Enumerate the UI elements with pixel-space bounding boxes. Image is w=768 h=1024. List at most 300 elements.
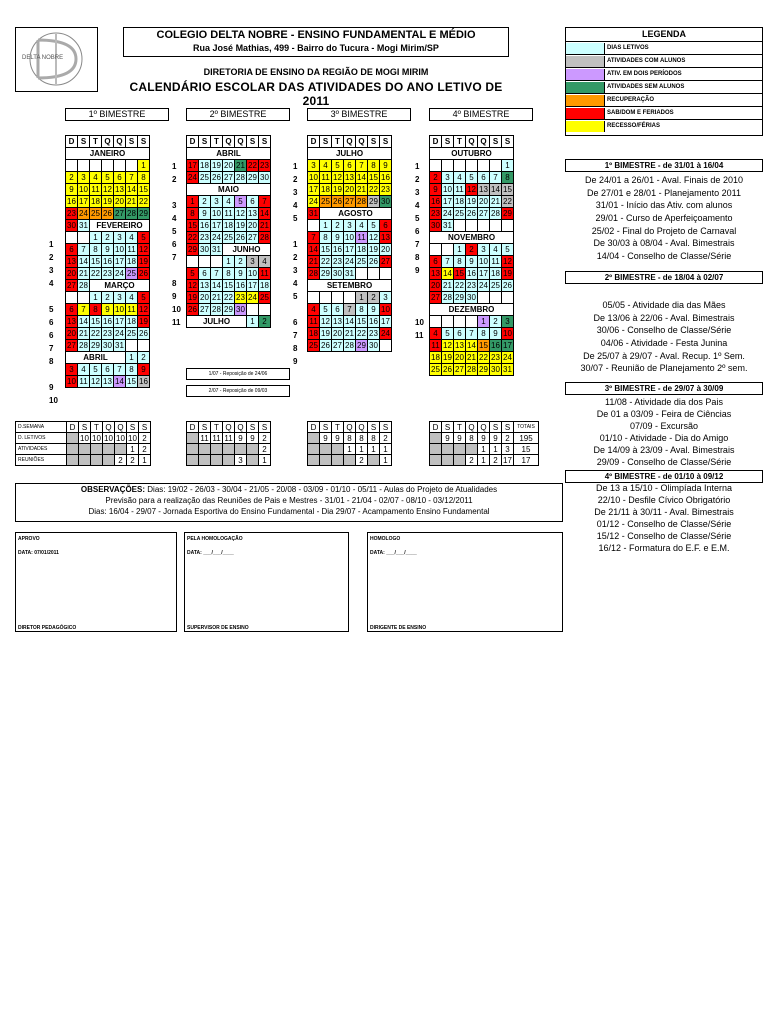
legend-item [566, 54, 762, 67]
calendar-day: 18 [491, 268, 500, 278]
totals-cell: 9 [478, 433, 490, 444]
calendar-day: 11 [127, 244, 136, 254]
day-of-week-header: Q [223, 136, 235, 148]
totals-cell: 2 [380, 433, 392, 444]
calendar-day: 4 [308, 304, 320, 316]
week-number: 10 [172, 305, 181, 314]
calendar-day: 5 [187, 268, 199, 280]
calendar-day: 28 [357, 196, 366, 206]
calendar-day: 7 [126, 172, 138, 184]
calendar-day: 3 [114, 232, 126, 244]
calendar-day [259, 304, 271, 316]
calendar-day: 14 [345, 316, 354, 326]
reposicao-note-2: 2/07 - Reposição de 09/03 [186, 385, 290, 397]
totals-cell: T [91, 422, 103, 433]
calendar-day: 29 [357, 340, 366, 350]
calendar-day: 17 [212, 220, 221, 230]
week-number: 6 [293, 318, 298, 327]
calendar-day: 15 [503, 184, 512, 194]
totals-cell: Q [115, 422, 127, 433]
calendar-day: 11 [91, 184, 100, 194]
calendar-day: 31 [212, 244, 221, 254]
calendar-day: 9 [332, 232, 344, 244]
calendar-day [78, 292, 90, 304]
totals-cell: 11 [224, 433, 233, 443]
week-number: 8 [172, 279, 177, 288]
calendar-day: 29 [139, 208, 148, 218]
calendar-day: 20 [479, 196, 488, 206]
totals-cell: D [187, 422, 199, 433]
totals-cell: 3 [502, 444, 514, 455]
calendar-day: 14 [127, 184, 136, 194]
calendar-day: 9 [368, 304, 380, 316]
schedule-item: 14/04 - Conselho de Classe/Série [596, 251, 732, 261]
calendar-day: 16 [67, 196, 76, 206]
calendar-day: 24 [479, 280, 488, 290]
totals-row-label: D. LETIVOS [16, 433, 67, 444]
week-number: 5 [293, 292, 298, 301]
totals-sum: 15 [514, 444, 539, 455]
calendar-day: 8 [223, 268, 235, 280]
schedule-bimester-header: 1º BIMESTRE - de 31/01 à 16/04 [565, 159, 763, 172]
calendar-day: 19 [333, 184, 342, 194]
calendar-day: 20 [248, 220, 257, 230]
calendar-day: 12 [443, 340, 452, 350]
day-of-week-header: D [430, 136, 442, 148]
calendar-day: 10 [381, 304, 390, 314]
calendar-day: 3 [380, 292, 392, 304]
totals-cell: Q [223, 422, 235, 433]
calendar-day: 16 [236, 280, 245, 290]
week-number: 5 [415, 214, 420, 223]
totals-cell: 9 [454, 433, 466, 444]
logo-text: DELTA NOBRE [22, 55, 64, 61]
week-number: 11 [172, 318, 181, 327]
calendar-day: 23 [369, 328, 378, 338]
totals-cell [344, 455, 356, 466]
calendar-day: 15 [357, 316, 366, 326]
calendar-day: 28 [79, 340, 88, 350]
totals-cell [91, 444, 103, 455]
day-of-week-header: T [454, 136, 466, 148]
calendar-day: 18 [309, 328, 318, 338]
totals-cell [187, 444, 199, 455]
totals-cell: 1 [127, 444, 139, 455]
day-of-week-header: S [502, 136, 514, 148]
calendar-day: 12 [139, 304, 148, 314]
calendar-day: 9 [199, 208, 211, 220]
calendar-day: 12 [236, 208, 245, 218]
calendar-day [66, 292, 78, 304]
week-number: 6 [49, 331, 54, 340]
observations-line-2: Previsão para a realização das Reuniões de Pais e Mestres - 31/01 - 21/04 - 02/07 - 08/10 - 03/12/2011 [105, 496, 473, 505]
calendar-day: 28 [443, 292, 452, 302]
week-number: 2 [172, 175, 177, 184]
calendar-day: 23 [67, 208, 76, 218]
totals-cell: 9 [247, 433, 259, 444]
school-name: COLEGIO DELTA NOBRE - ENSINO FUNDAMENTAL E MÉDIO [156, 29, 476, 41]
calendar-day: 1 [454, 244, 466, 256]
calendar-day: 10 [345, 232, 354, 242]
calendar-day: 22 [369, 184, 378, 194]
calendar-day: 13 [200, 280, 209, 290]
calendar-day [308, 292, 320, 304]
calendar-day: 4 [90, 172, 102, 184]
calendar-day [466, 160, 478, 172]
signature-bottom-label: DIRIGENTE DE ENSINO [370, 625, 427, 631]
totals-table-bimester-2 [186, 421, 271, 466]
calendar-day [454, 316, 466, 328]
signature-top-label: PELA HOMOLOGAÇÃO [187, 536, 243, 542]
calendar-day: 6 [380, 220, 392, 232]
calendar-day: 2 [199, 196, 211, 208]
calendar-day: 2 [235, 256, 247, 268]
legend-swatch [566, 56, 605, 67]
month-name: MARÇO [90, 280, 150, 292]
totals-sum: 17 [514, 455, 539, 466]
calendar-day [126, 160, 138, 172]
calendar-day: 16 [139, 376, 148, 386]
totals-cell: D [430, 422, 442, 433]
calendar-day: 14 [491, 184, 500, 194]
calendar-day: 8 [90, 244, 102, 256]
calendar-day: 27 [248, 232, 257, 242]
week-number: 7 [415, 240, 420, 249]
calendar-day: 19 [369, 244, 378, 254]
totals-cell [320, 444, 332, 455]
bimester-1-label: 1º BIMESTRE [65, 108, 169, 121]
calendar-day: 23 [467, 280, 476, 290]
week-number: 11 [415, 331, 424, 340]
totals-cell [454, 455, 466, 466]
calendar-day: 1 [90, 232, 102, 244]
calendar-day: 8 [478, 328, 490, 340]
totals-cell: 2 [139, 444, 151, 455]
month-name: NOVEMBRO [430, 232, 514, 244]
calendar-day: 23 [103, 328, 112, 338]
totals-cell: 2 [115, 455, 127, 466]
week-number: 7 [49, 344, 54, 353]
calendar-day: 31 [443, 220, 452, 230]
totals-cell [430, 455, 442, 466]
calendar-day: 26 [443, 364, 452, 374]
totals-cell [79, 455, 91, 466]
totals-cell [223, 455, 235, 466]
calendar-day: 7 [308, 232, 320, 244]
calendar-day: 4 [126, 232, 138, 244]
calendar-day: 1 [247, 316, 259, 328]
calendar-day [187, 256, 199, 268]
calendar-day: 19 [236, 220, 245, 230]
totals-cell: 10 [104, 433, 113, 443]
calendar-day: 11 [357, 232, 366, 242]
calendar-day: 15 [369, 172, 378, 182]
calendar-day: 24 [115, 268, 124, 278]
calendar-day: 5 [466, 172, 478, 184]
calendar-day: 27 [115, 208, 124, 218]
totals-cell [308, 433, 320, 444]
calendar-day: 24 [443, 208, 452, 218]
calendar-day: 17 [79, 196, 88, 206]
calendar-day: 1 [187, 196, 199, 208]
calendar-day: 15 [91, 256, 100, 266]
calendar-day: 2 [368, 292, 380, 304]
totals-cell: Q [344, 422, 356, 433]
totals-cell [187, 433, 199, 444]
calendar-day: 11 [127, 304, 136, 314]
calendar-day: 18 [321, 184, 330, 194]
calendar-day: 8 [368, 160, 380, 172]
day-of-week-header: S [138, 136, 150, 148]
totals-cell [67, 444, 79, 455]
calendar-day: 30 [431, 220, 440, 230]
totals-cell [320, 455, 332, 466]
week-number: 2 [415, 175, 420, 184]
week-number: 5 [293, 214, 298, 223]
calendar-day: 27 [67, 340, 76, 350]
calendar-day [478, 160, 490, 172]
calendar-day [380, 340, 392, 352]
calendar-day: 11 [260, 268, 269, 278]
calendar-day: 17 [115, 256, 124, 266]
calendar-day: 27 [67, 280, 76, 290]
calendar-day: 18 [91, 196, 100, 206]
calendar-day: 23 [333, 256, 342, 266]
calendar-day: 14 [79, 316, 88, 326]
day-of-week-header: Q [466, 136, 478, 148]
schedule-item: 29/01 - Curso de Aperfeiçoamento [595, 213, 733, 223]
calendar-day: 28 [127, 208, 136, 218]
legend-swatch [566, 95, 605, 106]
calendar-day: 13 [103, 376, 112, 386]
calendar-day: 26 [333, 196, 342, 206]
calendar-day: 21 [345, 328, 354, 338]
month-name: OUTUBRO [430, 148, 514, 160]
month-name: MAIO [187, 184, 271, 196]
calendar-day: 13 [479, 184, 488, 194]
week-number: 9 [415, 266, 420, 275]
day-of-week-header: S [442, 136, 454, 148]
totals-cell [430, 433, 442, 444]
calendar-day: 26 [369, 256, 378, 266]
legend-label: RECUPERAÇÃO [607, 97, 655, 103]
calendar-day: 26 [188, 304, 197, 314]
calendar-day: 24 [212, 232, 221, 242]
calendar-day: 17 [503, 340, 512, 350]
calendar-day: 22 [357, 328, 366, 338]
diretoria-title: DIRETORIA DE ENSINO DA REGIÃO DE MOGI MIRIM [203, 67, 429, 77]
calendar-day: 3 [344, 220, 356, 232]
week-number: 8 [49, 357, 54, 366]
calendar-day: 28 [260, 232, 269, 242]
calendar-day: 20 [115, 196, 124, 206]
calendar-day: 9 [66, 184, 78, 196]
totals-cell: Q [235, 422, 247, 433]
calendar-day: 29 [479, 364, 488, 374]
calendar-day: 22 [188, 232, 197, 242]
calendar-day [344, 292, 356, 304]
day-of-week-header: Q [478, 136, 490, 148]
totals-cell: 11 [200, 433, 209, 443]
calendar-day: 12 [369, 232, 378, 242]
calendar-day [78, 232, 90, 244]
calendar-day: 16 [200, 220, 209, 230]
calendar-day: 21 [357, 184, 366, 194]
calendar-day: 30 [67, 220, 76, 230]
schedule-item: De 24/01 a 26/01 - Aval. Finais de 2010 [585, 175, 743, 185]
schedule-item: 11/08 - Atividade dia dos Pais [605, 397, 723, 407]
totals-cell: 11 [212, 433, 221, 443]
calendar-day: 21 [236, 160, 245, 170]
calendar-day [454, 160, 466, 172]
calendar-day: 10 [248, 268, 257, 278]
week-number: 1 [293, 240, 298, 249]
totals-cell: 8 [356, 433, 368, 444]
totals-cell: 2 [356, 455, 368, 466]
calendar-day: 21 [127, 196, 136, 206]
week-number: 2 [49, 253, 54, 262]
calendar-day: 29 [91, 340, 100, 350]
calendar-day: 5 [332, 160, 344, 172]
calendar-day: 23 [431, 208, 440, 218]
totals-cell: 9 [490, 433, 502, 444]
totals-cell: 10 [116, 433, 125, 443]
calendar-day [430, 160, 442, 172]
calendar-day: 5 [138, 292, 150, 304]
legend-swatch [566, 82, 605, 93]
week-number: 8 [415, 253, 420, 262]
week-number: 2 [293, 253, 298, 262]
calendar-day: 15 [139, 184, 148, 194]
calendar-day: 8 [356, 304, 368, 316]
totals-cell: 1 [344, 444, 356, 455]
calendar-day: 19 [467, 196, 476, 206]
calendar-day: 21 [79, 328, 88, 338]
signature-box-dirigente [367, 532, 563, 632]
totals-table-bimester-4 [429, 421, 539, 466]
totals-cell [199, 444, 211, 455]
signature-bottom-label: SUPERVISOR DE ENSINO [187, 625, 249, 631]
totals-cell: S [139, 422, 151, 433]
calendar-day: 12 [467, 184, 476, 194]
calendar-day: 28 [212, 304, 221, 314]
calendar-day: 15 [127, 376, 136, 386]
calendar-day: 30 [236, 304, 245, 314]
calendar-day: 7 [490, 172, 502, 184]
calendar-day [466, 316, 478, 328]
calendar-day: 25 [321, 196, 330, 206]
calendar-day: 14 [357, 172, 366, 182]
month-name: ABRIL [187, 148, 271, 160]
calendar-day: 13 [67, 256, 76, 266]
totals-cell: 1 [139, 455, 151, 466]
calendar-day: 16 [431, 196, 440, 206]
calendar-bimester-2 [186, 135, 271, 328]
calendar-day: 25 [491, 280, 500, 290]
calendar-day: 13 [455, 340, 464, 350]
totals-cell [247, 444, 259, 455]
week-number: 6 [415, 227, 420, 236]
calendar-day: 17 [381, 316, 390, 326]
calendar-day: 7 [466, 328, 478, 340]
calendar-day: 4 [490, 244, 502, 256]
calendar-day: 13 [381, 232, 390, 242]
calendar-day: 19 [212, 160, 221, 170]
calendar-day [490, 292, 502, 304]
calendar-day: 8 [502, 172, 514, 184]
calendar-day: 15 [321, 244, 330, 254]
reposicao-note-1: 1/07 - Reposição de 24/06 [186, 368, 290, 380]
calendar-day [356, 268, 368, 280]
totals-cell: T [332, 422, 344, 433]
calendar-day: 30 [491, 364, 500, 374]
calendar-day: 23 [491, 352, 500, 362]
totals-cell: S [380, 422, 392, 433]
totals-cell: 17 [503, 455, 512, 465]
totals-cell: S [490, 422, 502, 433]
totals-cell: 1 [478, 455, 490, 466]
calendar-day: 6 [478, 172, 490, 184]
calendar-day: 5 [90, 364, 102, 376]
week-number: 6 [172, 240, 177, 249]
schedule-item: 16/12 - Formatura do E.F. e E.M. [598, 543, 730, 553]
month-name: JUNHO [223, 244, 271, 256]
calendar-day: 18 [127, 316, 136, 326]
calendar-day: 30 [467, 292, 476, 302]
month-name: ABRIL [66, 352, 126, 364]
calendar-day: 12 [188, 280, 197, 290]
calendar-bimester-4 [429, 135, 514, 376]
week-number: 3 [49, 266, 54, 275]
totals-cell [308, 444, 320, 455]
calendar-day [502, 220, 514, 232]
calendar-day: 31 [115, 340, 124, 350]
calendar-day: 13 [248, 208, 257, 218]
calendar-day [430, 316, 442, 328]
calendar-day: 1 [356, 292, 368, 304]
calendar-day: 11 [309, 316, 318, 326]
totals-cell [466, 444, 478, 455]
totals-cell: 2 [466, 455, 478, 466]
day-of-week-header: D [308, 136, 320, 148]
week-number: 9 [172, 292, 177, 301]
totals-cell: 9 [332, 433, 344, 444]
day-of-week-header: Q [344, 136, 356, 148]
calendar-day: 15 [479, 340, 488, 350]
totals-cell: T [211, 422, 223, 433]
schedule-item: 25/02 - Final do Projeto de Carnaval [591, 226, 737, 236]
calendar-day: 13 [333, 316, 342, 326]
calendar-day: 26 [139, 268, 148, 278]
calendar-day: 12 [321, 316, 330, 326]
schedule-item: De 30/03 à 08/04 - Aval. Bimestrais [593, 238, 735, 248]
totals-row-label: D.SEMANA [16, 422, 67, 433]
calendar-day [320, 292, 332, 304]
calendar-day: 4 [126, 292, 138, 304]
week-number: 5 [49, 305, 54, 314]
calendar-day: 31 [79, 220, 88, 230]
calendar-day: 24 [115, 328, 124, 338]
week-number: 8 [293, 344, 298, 353]
totals-cell: 8 [368, 433, 380, 444]
calendar-day [454, 220, 466, 232]
calendar-day: 5 [442, 328, 454, 340]
calendar-day: 17 [443, 196, 452, 206]
day-of-week-header: S [259, 136, 271, 148]
calendar-day: 25 [309, 340, 318, 350]
calendar-day: 24 [309, 196, 318, 206]
calendar-day: 4 [320, 160, 332, 172]
